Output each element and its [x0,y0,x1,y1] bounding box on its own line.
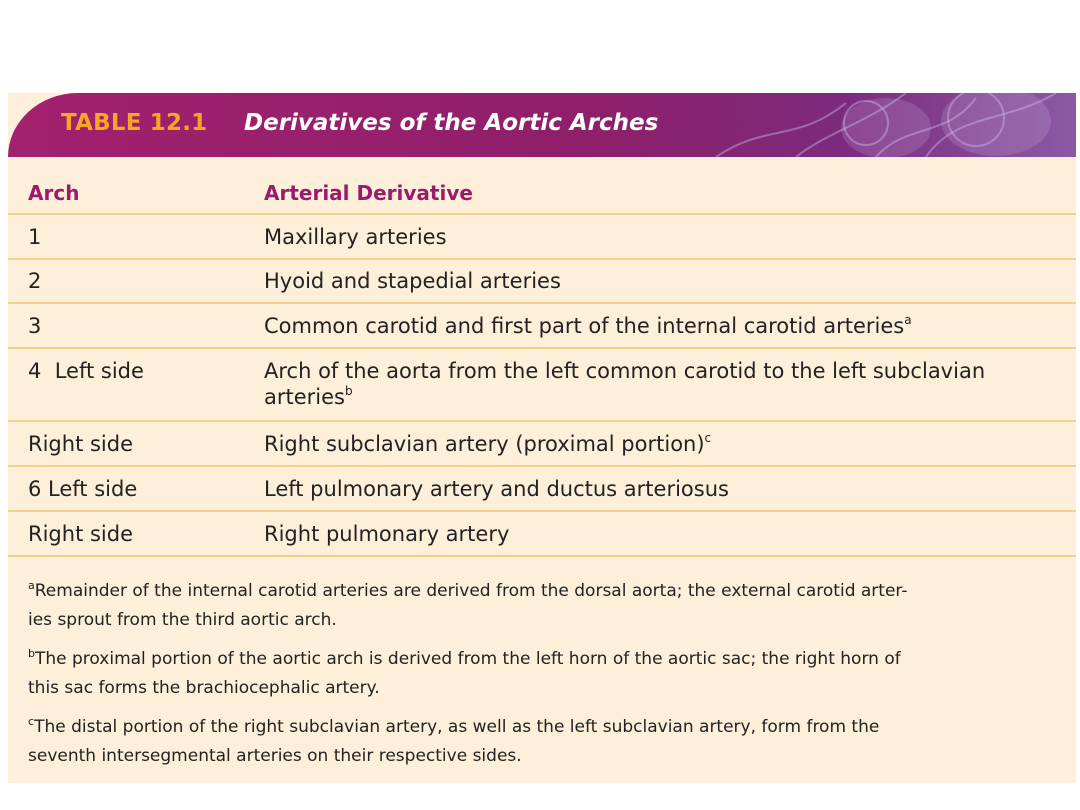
footnote-a [28,577,1058,635]
row-divider [8,420,1076,422]
footnote-marker: b [345,384,353,398]
decorative-vessel-graphic [676,93,1076,157]
row-6-derivative-text: Left pulmonary artery and ductus arteriosus [264,477,729,501]
row-divider [8,510,1076,512]
row-divider [8,465,1076,467]
row-7-derivative-text: Right pulmonary artery [264,522,510,546]
row-7-arch: Right side [28,522,133,546]
footnote-b-line1 [28,645,1058,674]
footnote-b-text: The proximal portion of the aortic arch is derived from the left horn of the aortic sac; the right horn of [34,649,901,669]
row-7-derivative [264,521,509,547]
table-header-bar [8,93,1076,157]
row-1-arch: 1 [28,225,42,249]
row-2-arch: 2 [28,269,42,293]
footnote-c-text: The distal portion of the right subclavian artery, as well as the left subclavian artery, form from the [34,717,880,737]
row-divider [8,258,1076,260]
row-1-derivative [264,224,447,250]
column-header-arch: Arch [28,181,80,205]
footnote-b [28,645,1058,703]
table-container [8,93,1076,783]
footnote-marker: c [704,431,712,445]
footnote-c-line2: seventh intersegmental arteries on their respective sides. [28,746,522,766]
footnote-b-mark: b [28,647,35,660]
row-1-derivative-text: Maxillary arteries [264,225,447,249]
row-divider [8,555,1076,557]
row-divider [8,302,1076,304]
footnote-c [28,713,1058,771]
footnote-a-text: Remainder of the internal carotid arteries are derived from the dorsal aorta; the external carotid arter- [34,581,908,601]
footnote-b-line2: this sac forms the brachiocephalic artery. [28,678,380,698]
row-6-arch: 6 Left side [28,477,138,501]
footnote-marker: a [904,313,912,327]
row-6-derivative [264,476,729,502]
table-title: Derivatives of the Aortic Arches [244,110,659,136]
footnote-c-mark: c [28,715,35,728]
row-divider [8,213,1076,215]
row-2-derivative-text: Hyoid and stapedial arteries [264,269,561,293]
row-4-derivative-line2-text: arteries [264,385,345,409]
footnote-a-line1 [28,577,1058,606]
row-4-arch: 4 Left side [28,359,144,383]
row-4-derivative [264,358,985,410]
row-3-derivative [264,313,912,339]
column-header-derivative: Arterial Derivative [264,181,473,205]
footnote-a-line2: ies sprout from the third aortic arch. [28,610,337,630]
footnote-c-line1 [28,713,1058,742]
row-divider [8,347,1076,349]
row-2-derivative [264,268,561,294]
row-5-derivative [264,431,711,457]
row-5-arch: Right side [28,432,133,456]
row-4-derivative-line1: Arch of the aorta from the left common carotid to the left subclavian [264,359,986,383]
row-3-derivative-text: Common carotid and first part of the internal carotid arteries [264,314,905,338]
row-5-derivative-text: Right subclavian artery (proximal portion) [264,432,705,456]
table-label: TABLE 12.1 [61,110,208,136]
footnote-a-mark: a [28,579,35,592]
row-4-derivative-line2 [264,384,985,410]
row-3-arch: 3 [28,314,42,338]
